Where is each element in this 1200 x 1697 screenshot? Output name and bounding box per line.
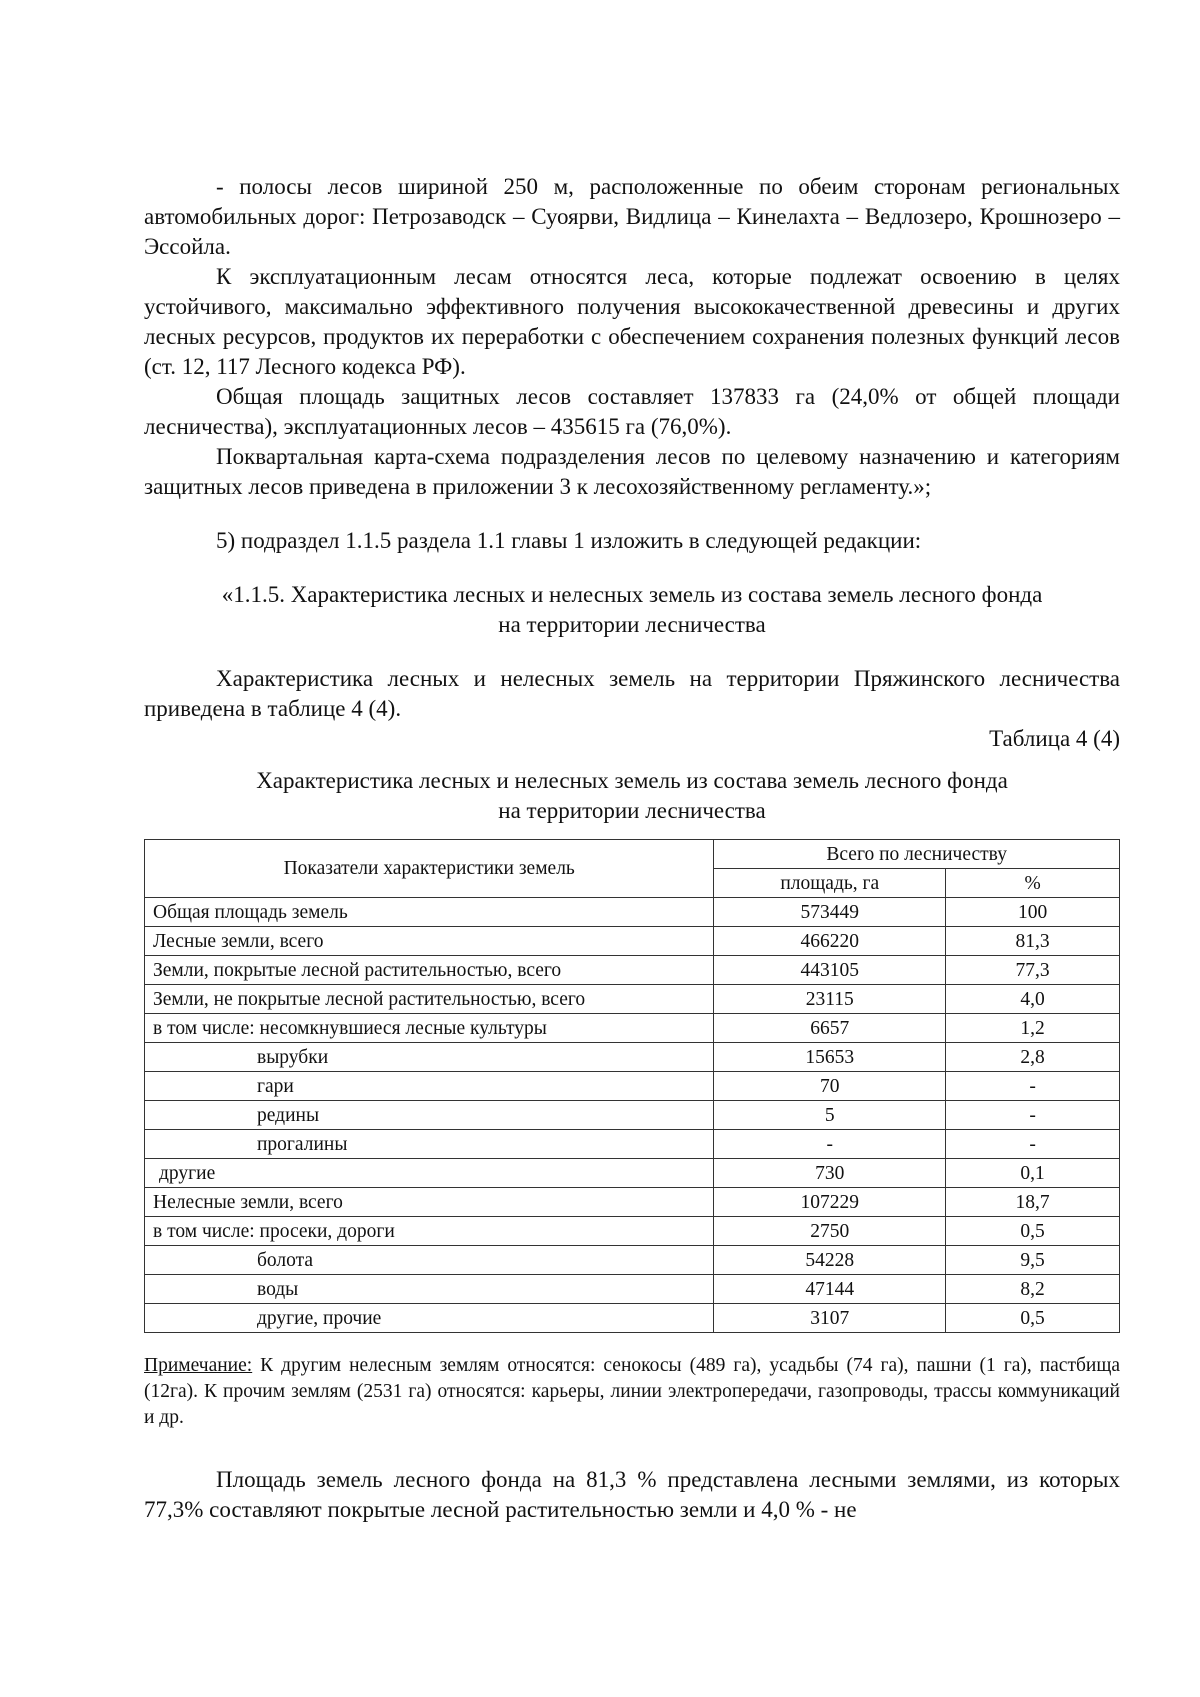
- note-text: К другим нелесным землям относятся: сенокосы (489 га), усадьбы (74 га), пашни (1 га), пастбища (12га). К прочим землям (2531 га) относятся: карьеры, линии электропередачи, газопроводы, трассы коммуникаций и др.: [144, 1355, 1120, 1428]
- table-note: [144, 1353, 1120, 1431]
- section-title-line1: «1.1.5. Характеристика лесных и нелесных земель из состава земель лесного фонда: [221, 582, 1043, 607]
- row-area: 573449: [714, 898, 946, 927]
- row-percent: 0,5: [946, 1217, 1120, 1246]
- header-total: Всего по лесничеству: [714, 840, 1120, 869]
- section-title-line2: на территории лесничества: [498, 612, 766, 637]
- table-row: [145, 1101, 1120, 1130]
- paragraph-area-summary: Общая площадь защитных лесов составляет 137833 га (24,0% от общей площади лесничества), эксплуатационных лесов – 435615 га (76,0%).: [144, 384, 1120, 439]
- land-characteristics-table: [144, 839, 1120, 1333]
- row-percent: 0,1: [946, 1159, 1120, 1188]
- row-label: воды: [145, 1275, 714, 1304]
- paragraph-road-strips: - полосы лесов шириной 250 м, расположенные по обеим сторонам региональных автомобильных дорог: Петрозаводск – Суоярви, Видлица – Кинелахта – Ведлозеро, Крошнозеро – Эссойла.: [144, 174, 1120, 259]
- row-percent: 9,5: [946, 1246, 1120, 1275]
- row-area: 47144: [714, 1275, 946, 1304]
- table-label: Таблица 4 (4): [989, 726, 1120, 751]
- row-label: болота: [145, 1246, 714, 1275]
- document-page: [144, 172, 1120, 1525]
- row-percent: 0,5: [946, 1304, 1120, 1333]
- row-percent: 8,2: [946, 1275, 1120, 1304]
- row-percent: -: [946, 1072, 1120, 1101]
- row-percent: 4,0: [946, 985, 1120, 1014]
- row-area: 70: [714, 1072, 946, 1101]
- row-area: 6657: [714, 1014, 946, 1043]
- paragraph-map-scheme: Поквартальная карта-схема подразделения лесов по целевому назначению и категориям защитных лесов приведена в приложении 3 к лесохозяйственному регламенту.»;: [144, 444, 1120, 499]
- row-label: в том числе: просеки, дороги: [145, 1217, 714, 1246]
- row-label: гари: [145, 1072, 714, 1101]
- row-area: 15653: [714, 1043, 946, 1072]
- paragraph-table-reference: Характеристика лесных и нелесных земель на территории Пряжинского лесничества приведена в таблице 4 (4).: [144, 666, 1120, 721]
- table-row: [145, 1304, 1120, 1333]
- table-row: [145, 1275, 1120, 1304]
- table-row: [145, 1043, 1120, 1072]
- row-area: 107229: [714, 1188, 946, 1217]
- table-row: [145, 1217, 1120, 1246]
- header-area: площадь, га: [714, 869, 946, 898]
- table-row: [145, 1159, 1120, 1188]
- table-row: [145, 1014, 1120, 1043]
- row-area: 5: [714, 1101, 946, 1130]
- row-label: редины: [145, 1101, 714, 1130]
- row-percent: 81,3: [946, 927, 1120, 956]
- row-label: в том числе: несомкнувшиеся лесные культуры: [145, 1014, 714, 1043]
- row-percent: 18,7: [946, 1188, 1120, 1217]
- row-area: 466220: [714, 927, 946, 956]
- row-label: Нелесные земли, всего: [145, 1188, 714, 1217]
- row-label: Общая площадь земель: [145, 898, 714, 927]
- row-area: 54228: [714, 1246, 946, 1275]
- paragraph-final: Площадь земель лесного фонда на 81,3 % представлена лесными землями, из которых 77,3% составляют покрытые лесной растительностью земли и 4,0 % - не: [144, 1467, 1120, 1522]
- header-indicator: Показатели характеристики земель: [145, 840, 714, 898]
- paragraph-amendment: 5) подраздел 1.1.5 раздела 1.1 главы 1 изложить в следующей редакции:: [216, 528, 922, 553]
- row-area: 730: [714, 1159, 946, 1188]
- table-row: [145, 1188, 1120, 1217]
- row-percent: -: [946, 1101, 1120, 1130]
- table-title-line1: Характеристика лесных и нелесных земель из состава земель лесного фонда: [256, 768, 1008, 793]
- table-row: [145, 985, 1120, 1014]
- table-row: [145, 956, 1120, 985]
- row-percent: 2,8: [946, 1043, 1120, 1072]
- row-label: Земли, не покрытые лесной растительностью, всего: [145, 985, 714, 1014]
- table-row: [145, 1130, 1120, 1159]
- row-label: вырубки: [145, 1043, 714, 1072]
- row-percent: 1,2: [946, 1014, 1120, 1043]
- row-label: Земли, покрытые лесной растительностью, всего: [145, 956, 714, 985]
- row-percent: 77,3: [946, 956, 1120, 985]
- row-area: 23115: [714, 985, 946, 1014]
- note-label: Примечание:: [144, 1355, 253, 1376]
- row-area: -: [714, 1130, 946, 1159]
- row-percent: -: [946, 1130, 1120, 1159]
- table-row: [145, 1246, 1120, 1275]
- row-area: 2750: [714, 1217, 946, 1246]
- row-percent: 100: [946, 898, 1120, 927]
- table-title-line2: на территории лесничества: [498, 798, 766, 823]
- row-area: 443105: [714, 956, 946, 985]
- row-area: 3107: [714, 1304, 946, 1333]
- row-label: Лесные земли, всего: [145, 927, 714, 956]
- paragraph-exploitation-forests: К эксплуатационным лесам относятся леса, которые подлежат освоению в целях устойчивого, максимально эффективного получения высококачественной древесины и других лесных ресурсов, продуктов их переработки с обеспечением сохранения полезных функций лесов (ст. 12, 117 Лесного кодекса РФ).: [144, 264, 1120, 379]
- row-label: другие, прочие: [145, 1304, 714, 1333]
- table-row: [145, 1072, 1120, 1101]
- header-percent: %: [946, 869, 1120, 898]
- table-header-row: [145, 840, 1120, 869]
- table-row: [145, 898, 1120, 927]
- row-label: прогалины: [145, 1130, 714, 1159]
- row-label: другие: [145, 1159, 714, 1188]
- table-row: [145, 927, 1120, 956]
